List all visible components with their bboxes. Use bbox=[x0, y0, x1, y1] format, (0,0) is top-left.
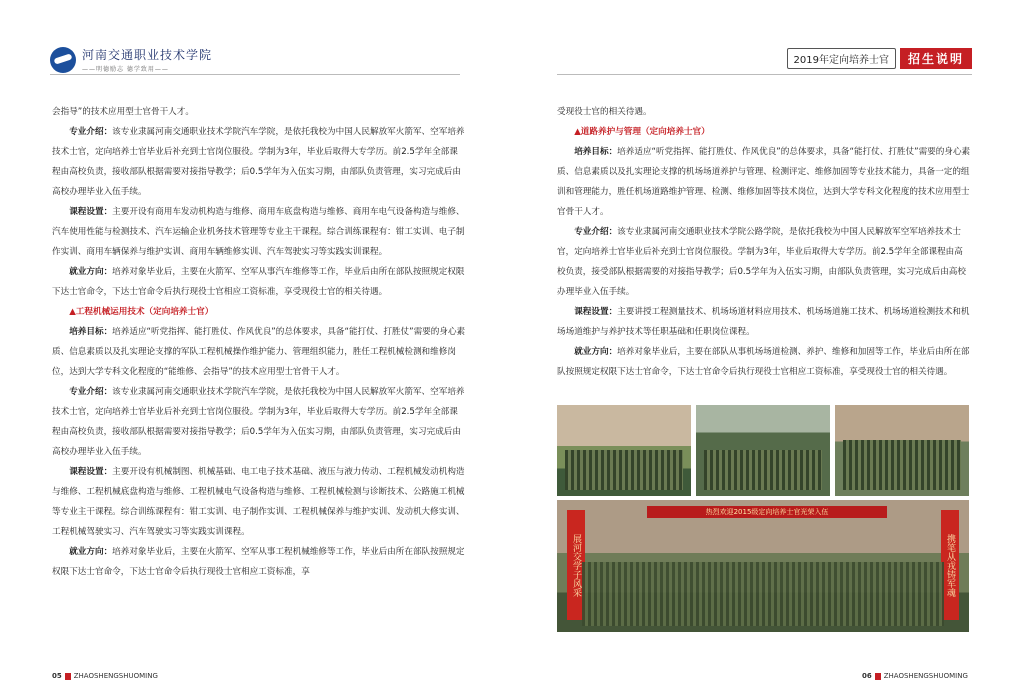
photo-cadets-parade bbox=[557, 405, 691, 496]
paragraph: 培养目标：培养适应“听党指挥、能打胜仗、作风优良”的总体要求，具备“能打仗、打胜仗”需要的身心素质、信息素质以及扎实理论支撑的机场场道养护与管理、检测评定、维修加固等专业技术能力，具备一定的组训和管理能力，胜任机场道路维护管理、检测、维修加固等技术岗位，达到大学专科文化程度的技术应用型士官骨干人才。 bbox=[557, 147, 971, 217]
right-footer bbox=[862, 672, 968, 680]
paragraph: 就业方向：培养对象毕业后，主要在部队从事机场场道检测、养护、维修和加固等工作，毕业后由所在部队按照规定权限下达士官命令，下达士官命令后执行现役士官相应工资标准，享受现役士官的相关待遇。 bbox=[557, 347, 970, 377]
photo-cadets-classroom bbox=[835, 405, 969, 496]
paragraph: 课程设置：主要开设有商用车发动机构造与维修、商用车底盘构造与维修、商用车电气设备构造与维修、汽车使用性能与检测技术、汽车运输企业机务技术管理等专业主干课程。综合训练课程有：钳工实训、电子制作实训、商用车辆保养与维护实训、商用车辆维修实训、汽车驾驶实习等实践实训课程。 bbox=[52, 207, 465, 257]
footer-text: ZHAOSHENGSHUOMING bbox=[73, 672, 158, 680]
school-name: 河南交通职业技术学院 bbox=[82, 48, 213, 62]
school-motto: ——明德励志 德学致用—— bbox=[82, 66, 169, 73]
photo-banner: 热烈欢迎2015级定向培养士官光荣入伍 bbox=[647, 506, 887, 518]
header-rule bbox=[557, 74, 972, 75]
right-body bbox=[557, 102, 971, 382]
header-year-title: 2019年定向培养士官 bbox=[787, 48, 896, 69]
paragraph: 就业方向：培养对象毕业后，主要在火箭军、空军从事汽车维修等工作，毕业后由所在部队按照规定权限下达士官命令，下达士官命令后执行现役士官相应工资标准，享受现役士官的相关待遇。 bbox=[52, 267, 465, 297]
left-footer bbox=[52, 672, 158, 680]
paragraph: 培养目标：培养适应“听党指挥、能打胜仗、作风优良”的总体要求，具备“能打仗、打胜仗”需要的身心素质、信息素质以及扎实理论支撑的军队工程机械操作维护能力、管理组织能力，胜任工程机械检测和维修岗位，达到大学专科文化程度的“能维修、会指导”的技术应用型士官骨干人才。 bbox=[52, 327, 466, 377]
footer-bar-icon bbox=[875, 673, 881, 680]
paragraph: 就业方向：培养对象毕业后，主要在火箭军、空军从事工程机械维修等工作，毕业后由所在部队按照规定权限下达士官命令，下达士官命令后执行现役士官相应工资标准，享 bbox=[52, 547, 465, 577]
section-heading: ▲道路养护与管理（定向培养士官） bbox=[574, 127, 710, 137]
paragraph: 受现役士官的相关待遇。 bbox=[557, 107, 652, 117]
section-heading: ▲工程机械运用技术（定向培养士官） bbox=[69, 307, 214, 317]
school-emblem-icon bbox=[50, 47, 76, 73]
header-tag: 招生说明 bbox=[900, 48, 972, 69]
page-header-title bbox=[787, 48, 972, 69]
photo-cadets-training bbox=[696, 405, 830, 496]
footer-bar-icon bbox=[65, 673, 71, 680]
photo-vertical-banner-left: 展河交学子风采 bbox=[567, 510, 585, 620]
header-rule bbox=[50, 74, 460, 75]
paragraph: 专业介绍：该专业隶属河南交通职业技术学院汽车学院，是依托我校为中国人民解放军火箭军、空军培养技术士官，定向培养士官毕业后补充到士官岗位服役。学制为3年，毕业后取得大专学历。前2.5学年全部课程由高校负责，接收部队根据需要对接指导教学；后0.5学年为入伍实习期，由部队负责管理，实习完成后由高校办理毕业入伍手续。 bbox=[52, 127, 465, 197]
paragraph: 专业介绍：该专业隶属河南交通职业技术学院公路学院，是依托我校为中国人民解放军空军培养技术士官，定向培养士官毕业后补充到士官岗位服役。学制为3年，毕业后取得大专学历。前2.5学年全部课程由高校负责，接受部队根据需要的对接指导教学；后0.5学年为入伍实习期，由部队负责管理，实习完成后由高校办理毕业入伍手续。 bbox=[557, 227, 966, 297]
photo-group-enlistment bbox=[557, 500, 969, 632]
paragraph: 课程设置：主要讲授工程测量技术、机场场道材料应用技术、机场场道施工技术、机场场道检测技术和机场场道维护与养护技术等任职基础和任职岗位课程。 bbox=[557, 307, 970, 337]
paragraph: 专业介绍：该专业隶属河南交通职业技术学院汽车学院，是依托我校为中国人民解放军火箭军、空军培养技术士官，定向培养士官毕业后补充到士官岗位服役。学制为3年，毕业后取得大专学历。前2.5学年全部课程由高校负责，接收部队根据需要对接指导教学；后0.5学年为入伍实习期，由部队负责管理，实习完成后由高校办理毕业入伍手续。 bbox=[52, 387, 465, 457]
footer-text: ZHAOSHENGSHUOMING bbox=[883, 672, 968, 680]
photo-vertical-banner-right: 携笔从戎铸军魂 bbox=[941, 510, 959, 620]
paragraph: 课程设置：主要开设有机械制图、机械基础、电工电子技术基础、液压与液力传动、工程机械发动机构造与维修、工程机械底盘构造与维修、工程机械电气设备构造与维修、工程机械检测与诊断技术、公路施工机械等专业主干课程。综合训练课程有：钳工实训、电子制作实训、工程机械保养与维护实训、发动机大修实训、工程机械驾驶实习、汽车驾驶实习等实践实训课程。 bbox=[52, 467, 465, 537]
page-number: 06 bbox=[862, 672, 872, 680]
school-logo bbox=[50, 46, 212, 73]
group-crowd bbox=[582, 562, 944, 626]
left-body bbox=[52, 102, 466, 582]
paragraph: 会指导”的技术应用型士官骨干人才。 bbox=[52, 107, 194, 117]
page-number: 05 bbox=[52, 672, 62, 680]
